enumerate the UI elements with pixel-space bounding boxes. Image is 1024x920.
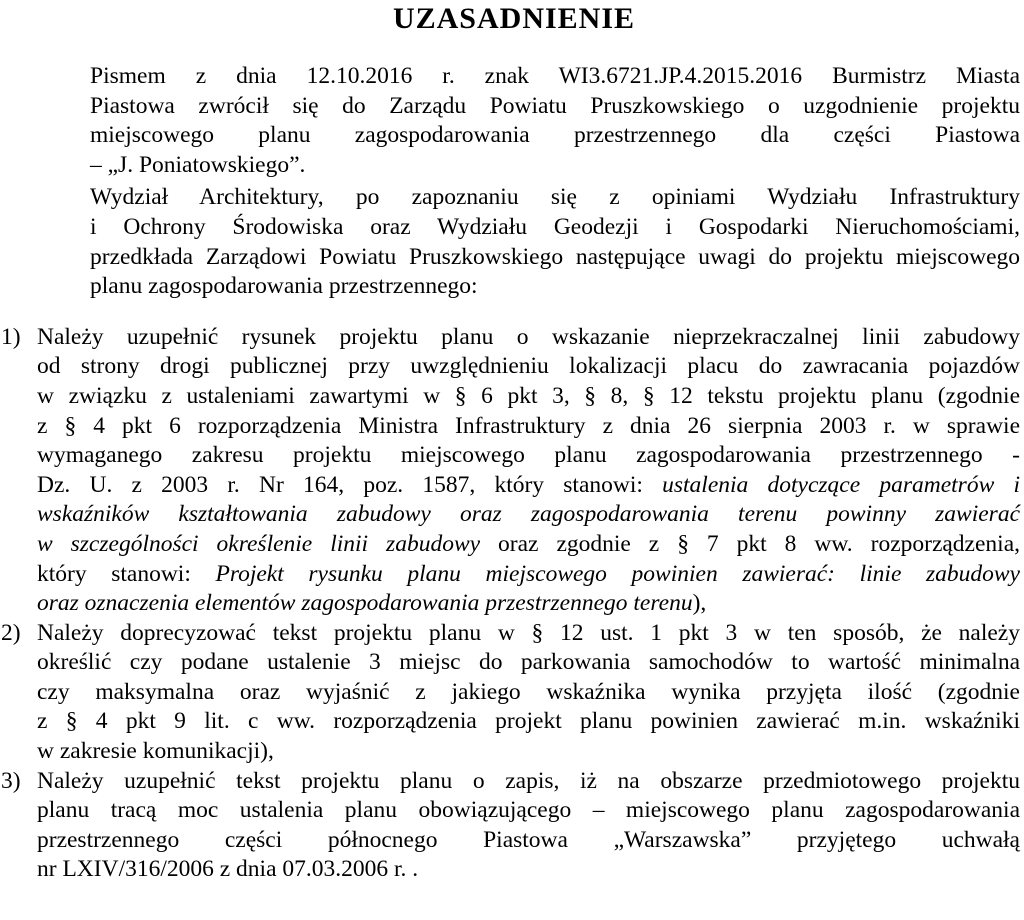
remarks-list (1, 323, 1021, 885)
list-item (1, 619, 1020, 767)
list-item-number: 1) (1, 323, 21, 350)
list-item-number: 2) (1, 619, 21, 646)
paragraph-architecture: Wydział Architektury, po zapoznaniu się z opiniami Wydziału Infrastruktury i Ochrony Środowiska oraz Wydziału Geodezji i Gospodarki Nieruchomościami, przedkłada Zarządowi Powiatu Pruszkowskiego następujące uwagi do projektu miejscowego planu zagospodarowania przestrzennego: (90, 184, 1020, 300)
paragraph-intro: Pismem z dnia 12.10.2016 r. znak WI3.6721.JP.4.2015.2016 Burmistrz Miasta Piastowa zwrócił się do Zarządu Powiatu Pruszkowskiego o uzgodnienie projektu miejscowego planu zagospodarowania przestrzennego dla części Piastowa – „J. Poniatowskiego”. (90, 63, 1020, 178)
list-item (1, 767, 1020, 885)
list-item-text: Należy doprecyzować tekst projektu planu w § 12 ust. 1 pkt 3 w ten sposób, że należy określić czy podane ustalenie 3 miejsc do parkowania samochodów to wartość minimalna czy maksymalna oraz wyjaśnić z jakiego wskaźnika wynika przyjęta ilość (zgodnie z § 4 pkt 9 lit. c ww. rozporządzenia projekt planu powinien zawierać m.in. wskaźniki w zakresie komunikacji), (37, 619, 1020, 765)
list-item-number: 3) (1, 767, 21, 794)
list-item (1, 323, 1021, 619)
document-page (1, 0, 1021, 885)
document-title: UZASADNIENIE (392, 2, 636, 35)
list-item-text: Należy uzupełnić tekst projektu planu o zapis, iż na obszarze przedmiotowego projektu planu tracą moc ustalenia planu obowiązującego – miejscowego planu zagospodarowania przestrzennego części północnego Piastowa „Warszawska” przyjętego uchwałą nr LXIV/316/2006 z dnia 07.03.2006 r. . (37, 767, 1020, 883)
list-item-text: Należy uzupełnić rysunek projektu planu o wskazanie nieprzekraczalnej linii zabudowy od strony drogi publicznej przy uwzględnieniu lokalizacji placu do zawracania pojazdów w związku z ustaleniami zawartymi w § 6 pkt 3, § 8, § 12 tekstu projektu planu (zgodnie z § 4 pkt 6 rozporządzenia Ministra Infrastruktury z dnia 26 sierpnia 2003 r. w sprawie wymaganego zakresu projektu miejscowego planu zagospodarowania przestrzennego - Dz. U. z 2003 r. Nr 164, poz. 1587, który stanowi: ustalenia dotyczące parametrów i wskaźników kształtowania zabudowy oraz zagospodarowania terenu powinny zawierać w szczególności określenie linii zabudowy oraz zgodnie z § 7 pkt 8 ww. rozporządzenia, który stanowi: Projekt rysunku planu miejscowego powinien zawierać: linie zabudowy oraz oznaczenia elementów zagospodarowania przestrzennego terenu), (37, 323, 1021, 617)
